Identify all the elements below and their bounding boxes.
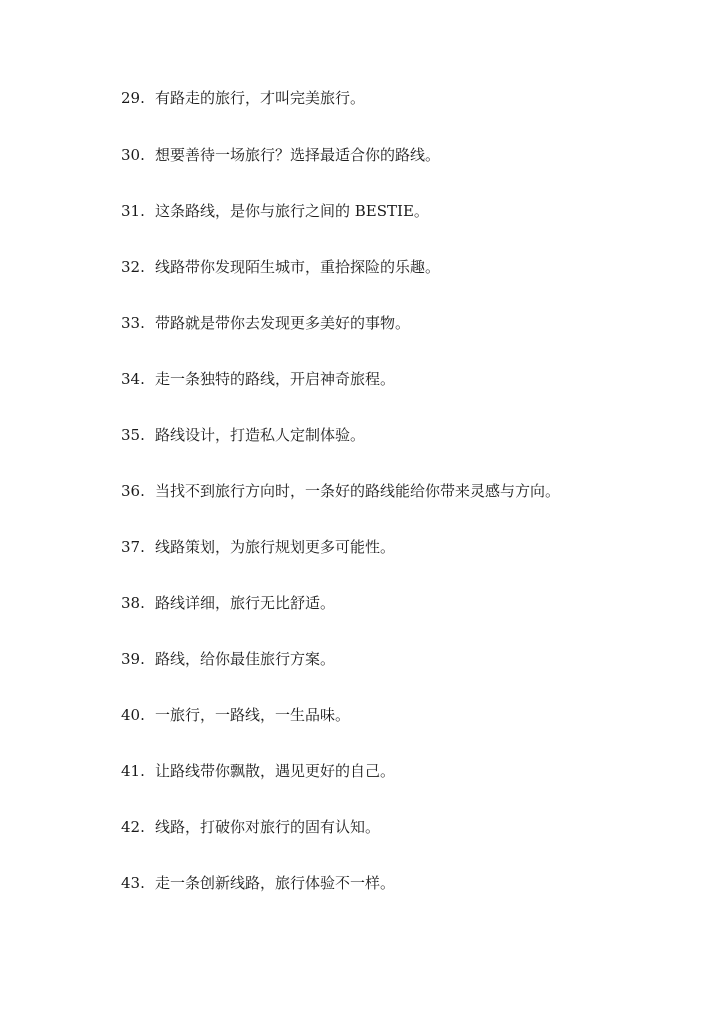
list-item xyxy=(121,369,395,389)
list-item xyxy=(121,201,429,221)
item-number: 36. xyxy=(121,482,145,500)
item-text: 线路策划，为旅行规划更多可能性。 xyxy=(155,538,396,556)
item-text: 带路就是带你去发现更多美好的事物。 xyxy=(155,314,411,332)
item-text: 有路走的旅行，才叫完美旅行。 xyxy=(155,89,366,107)
item-number: 35. xyxy=(121,426,145,444)
item-text: 走一条创新线路，旅行体验不一样。 xyxy=(155,874,396,892)
list-item xyxy=(121,88,365,108)
item-text: 路线详细，旅行无比舒适。 xyxy=(155,594,336,612)
list-item xyxy=(121,649,335,669)
item-text: 路线设计，打造私人定制体验。 xyxy=(155,426,366,444)
list-item xyxy=(121,817,380,837)
item-text: 让路线带你飘散，遇见更好的自己。 xyxy=(155,762,396,780)
list-item xyxy=(121,313,410,333)
list-item xyxy=(121,537,395,557)
list-item xyxy=(121,593,335,613)
list-item xyxy=(121,761,395,781)
item-text: 这条路线，是你与旅行之间的 BESTIE。 xyxy=(155,202,429,220)
item-number: 37. xyxy=(121,538,145,556)
list-item xyxy=(121,257,440,277)
item-text: 线路带你发现陌生城市，重拾探险的乐趣。 xyxy=(155,258,441,276)
item-number: 33. xyxy=(121,314,145,332)
item-number: 42. xyxy=(121,818,145,836)
item-number: 39. xyxy=(121,650,145,668)
item-text: 走一条独特的路线，开启神奇旅程。 xyxy=(155,370,396,388)
item-number: 34. xyxy=(121,370,145,388)
list-item xyxy=(121,145,440,165)
list-item xyxy=(121,873,395,893)
item-text: 路线，给你最佳旅行方案。 xyxy=(155,650,336,668)
item-number: 32. xyxy=(121,258,145,276)
item-number: 43. xyxy=(121,874,145,892)
item-number: 30. xyxy=(121,146,145,164)
item-text: 当找不到旅行方向时，一条好的路线能给你带来灵感与方向。 xyxy=(155,482,561,500)
item-number: 31. xyxy=(121,202,145,220)
list-item xyxy=(121,425,365,445)
item-text: 一旅行，一路线，一生品味。 xyxy=(155,706,351,724)
item-number: 41. xyxy=(121,762,145,780)
item-number: 40. xyxy=(121,706,145,724)
list-item xyxy=(121,481,560,501)
list-item xyxy=(121,705,350,725)
item-number: 29. xyxy=(121,89,145,107)
item-text: 想要善待一场旅行？选择最适合你的路线。 xyxy=(155,146,441,164)
item-text: 线路，打破你对旅行的固有认知。 xyxy=(155,818,381,836)
item-number: 38. xyxy=(121,594,145,612)
